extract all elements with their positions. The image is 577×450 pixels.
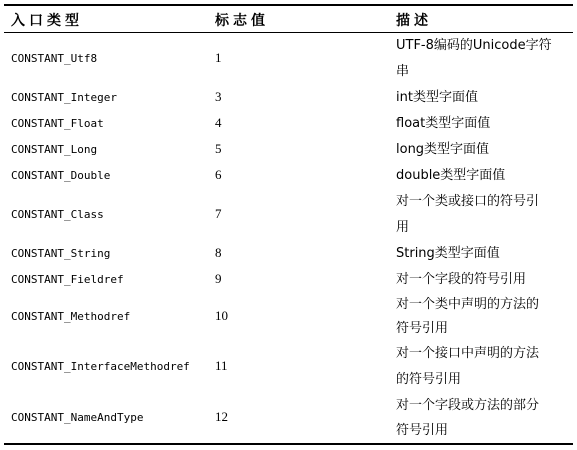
table-row <box>4 189 573 241</box>
table-row <box>4 111 573 137</box>
cell-description <box>396 111 571 137</box>
cell-description <box>396 341 571 393</box>
description-line: 对一个字段的符号引用 <box>396 272 527 287</box>
cell-description <box>396 293 571 341</box>
description-line: double类型字面值 <box>396 168 506 183</box>
description-line: 的符号引用 <box>396 372 462 387</box>
cell-entry-type: CONSTANT_NameAndType <box>11 411 144 424</box>
table-row <box>4 241 573 267</box>
description-line: String类型字面值 <box>396 246 500 261</box>
description-line: 对一个字段或方法的部分 <box>396 398 540 413</box>
cell-tag-value: 6 <box>215 167 222 182</box>
cell-entry-type: CONSTANT_Long <box>11 143 98 156</box>
cell-description <box>396 137 571 163</box>
cell-tag-value: 10 <box>215 308 228 323</box>
cell-entry-type: CONSTANT_InterfaceMethodref <box>11 360 190 373</box>
cell-entry-type: CONSTANT_Double <box>11 169 111 182</box>
cell-tag-value: 8 <box>215 245 222 260</box>
cell-entry-type: CONSTANT_Float <box>11 117 104 130</box>
cell-tag-value: 11 <box>215 358 228 373</box>
table-row <box>4 293 573 341</box>
cell-description <box>396 163 571 189</box>
description-line: long类型字面值 <box>396 142 490 157</box>
cell-description <box>396 241 571 267</box>
description-line: 对一个类或接口的符号引 <box>396 194 540 209</box>
cell-entry-type: CONSTANT_Integer <box>11 91 117 104</box>
cell-tag-value: 3 <box>215 89 222 104</box>
cell-tag-value: 5 <box>215 141 222 156</box>
description-line: int类型字面值 <box>396 90 478 105</box>
cell-description <box>396 267 571 293</box>
cell-tag-value: 4 <box>215 115 222 130</box>
cell-tag-value: 9 <box>215 271 222 286</box>
description-line: 符号引用 <box>396 423 449 438</box>
table-row <box>4 267 573 293</box>
table-header <box>4 6 573 33</box>
cell-tag-value: 7 <box>215 206 222 221</box>
header-tag-value: 标志值 <box>215 13 269 29</box>
header-entry-type: 入口类型 <box>11 13 83 29</box>
description-line: 对一个接口中声明的方法 <box>396 346 540 361</box>
constant-pool-table <box>4 4 573 445</box>
cell-description <box>396 33 571 85</box>
table-row <box>4 163 573 189</box>
description-line: 用 <box>396 220 410 235</box>
table-row <box>4 137 573 163</box>
description-line: 串 <box>396 64 410 79</box>
cell-entry-type: CONSTANT_Utf8 <box>11 52 98 65</box>
table-row <box>4 393 573 443</box>
cell-entry-type: CONSTANT_Methodref <box>11 310 131 323</box>
header-description: 描述 <box>396 13 432 29</box>
cell-tag-value: 1 <box>215 50 222 65</box>
cell-entry-type: CONSTANT_Class <box>11 208 104 221</box>
cell-entry-type: CONSTANT_Fieldref <box>11 273 124 286</box>
table-row <box>4 33 573 85</box>
cell-description <box>396 393 571 443</box>
cell-tag-value: 12 <box>215 409 228 424</box>
cell-description <box>396 189 571 241</box>
description-line: 符号引用 <box>396 321 449 336</box>
description-line: UTF-8编码的Unicode字符 <box>396 38 552 53</box>
description-line: 对一个类中声明的方法的 <box>396 297 540 312</box>
table-row <box>4 85 573 111</box>
table-row <box>4 341 573 393</box>
cell-entry-type: CONSTANT_String <box>11 247 111 260</box>
description-line: float类型字面值 <box>396 116 491 131</box>
cell-description <box>396 85 571 111</box>
